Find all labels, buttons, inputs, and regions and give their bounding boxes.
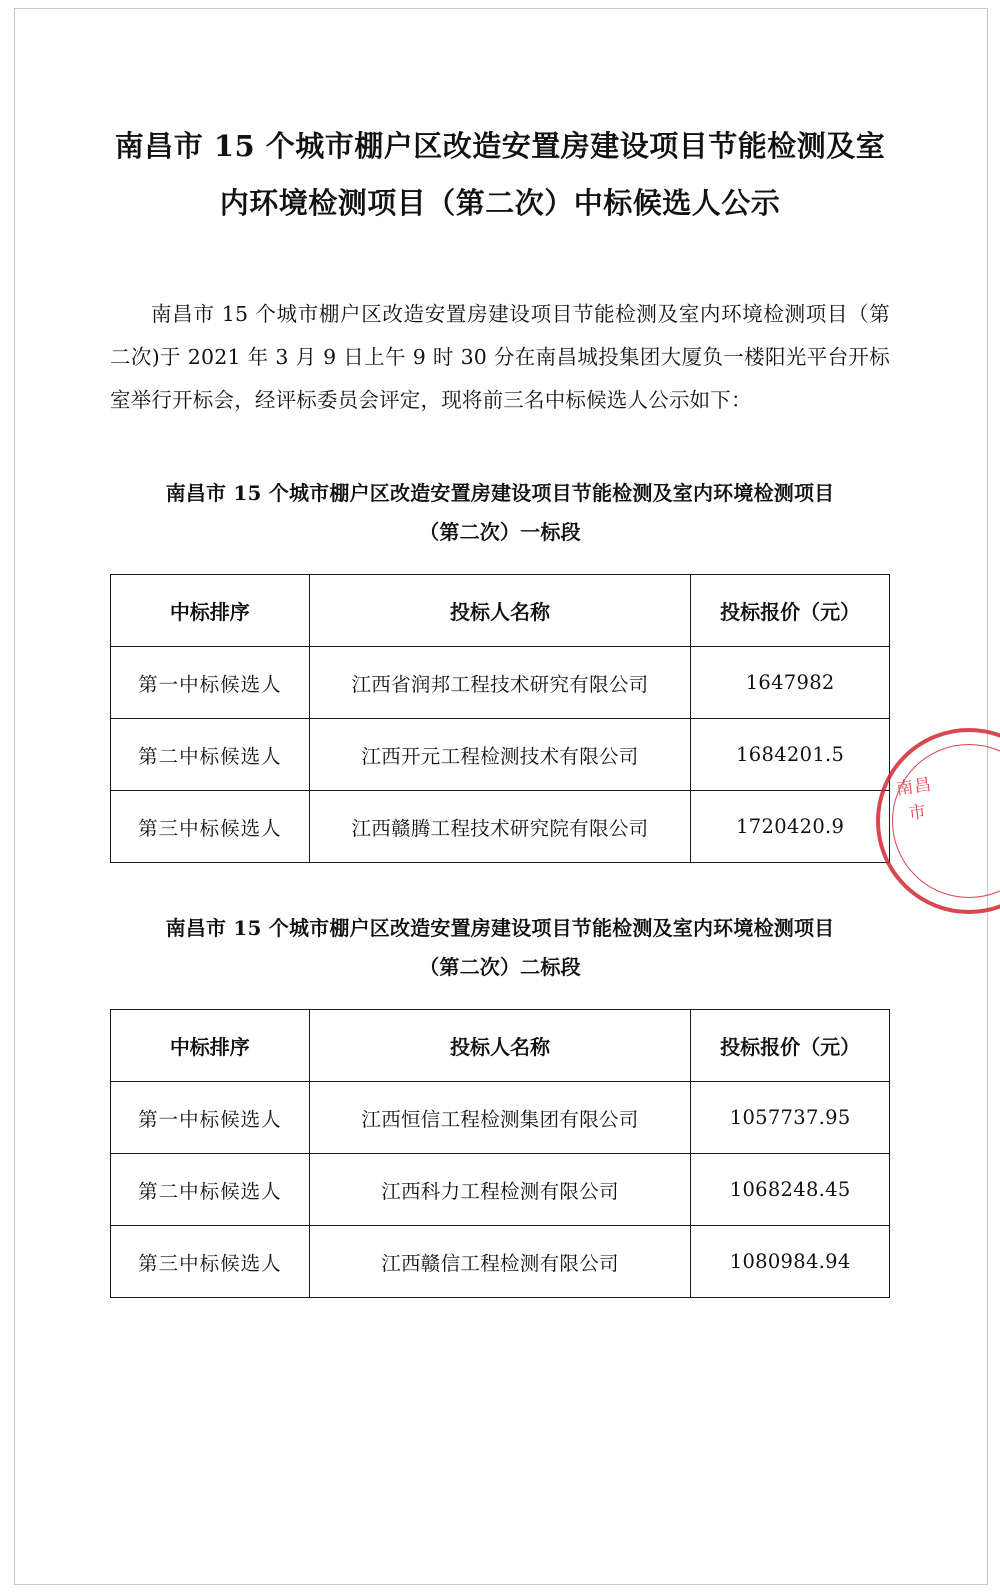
cell-price: 1647982	[691, 647, 890, 719]
cell-price: 1720420.9	[691, 791, 890, 863]
cell-rank: 第二中标候选人	[111, 1154, 310, 1226]
cell-rank: 第三中标候选人	[111, 1226, 310, 1298]
table-row	[111, 1082, 890, 1154]
page-title: 南昌市 15 个城市棚户区改造安置房建设项目节能检测及室内环境检测项目（第二次）中标候选人公示	[114, 129, 886, 220]
table-header-row	[111, 575, 890, 647]
table-header-row	[111, 1010, 890, 1082]
cell-rank: 第三中标候选人	[111, 791, 310, 863]
cell-bidder: 江西赣腾工程技术研究院有限公司	[309, 791, 691, 863]
section-2-heading-line1: 南昌市 15 个城市棚户区改造安置房建设项目节能检测及室内环境检测项目	[165, 916, 835, 941]
bid-table-section-2	[110, 1009, 890, 1298]
table-row	[111, 719, 890, 791]
cell-bidder: 江西科力工程检测有限公司	[309, 1154, 691, 1226]
column-header-bidder: 投标人名称	[309, 1010, 691, 1082]
intro-paragraph: 南昌市 15 个城市棚户区改造安置房建设项目节能检测及室内环境检测项目（第二次)于 2021 年 3 月 9 日上午 9 时 30 分在南昌城投集团大厦负一楼阳光平台开标室举行开标会，经评标委员会评定，现将前三名中标候选人公示如下：	[110, 302, 890, 413]
column-header-price: 投标报价（元）	[691, 575, 890, 647]
cell-rank: 第一中标候选人	[111, 647, 310, 719]
cell-rank: 第二中标候选人	[111, 719, 310, 791]
cell-bidder: 江西赣信工程检测有限公司	[309, 1226, 691, 1298]
table-row	[111, 1226, 890, 1298]
cell-bidder: 江西省润邦工程技术研究有限公司	[309, 647, 691, 719]
section-1-heading-line1: 南昌市 15 个城市棚户区改造安置房建设项目节能检测及室内环境检测项目	[165, 481, 835, 506]
table-row	[111, 1154, 890, 1226]
seal-text: 南昌市	[894, 774, 934, 825]
cell-price: 1684201.5	[691, 719, 890, 791]
cell-price: 1057737.95	[691, 1082, 890, 1154]
bid-table-section-1	[110, 574, 890, 863]
cell-price: 1080984.94	[691, 1226, 890, 1298]
cell-rank: 第一中标候选人	[111, 1082, 310, 1154]
section-1-heading-line2: （第二次）一标段	[419, 520, 581, 545]
cell-price: 1068248.45	[691, 1154, 890, 1226]
column-header-bidder: 投标人名称	[309, 575, 691, 647]
cell-bidder: 江西恒信工程检测集团有限公司	[309, 1082, 691, 1154]
table-row	[111, 647, 890, 719]
column-header-price: 投标报价（元）	[691, 1010, 890, 1082]
cell-bidder: 江西开元工程检测技术有限公司	[309, 719, 691, 791]
column-header-rank: 中标排序	[111, 575, 310, 647]
table-row	[111, 791, 890, 863]
section-2-heading-line2: （第二次）二标段	[419, 955, 581, 980]
column-header-rank: 中标排序	[111, 1010, 310, 1082]
